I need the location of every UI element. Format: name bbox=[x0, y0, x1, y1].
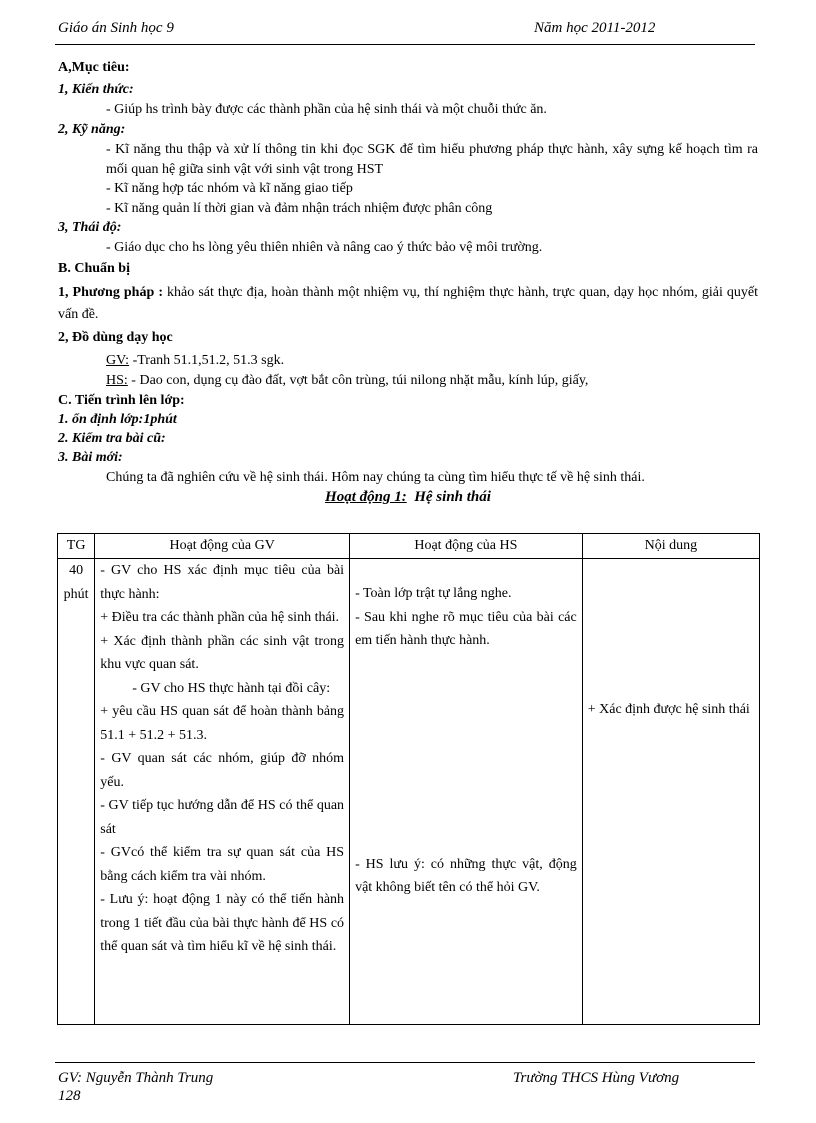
header-gv: Hoạt động của GV bbox=[95, 534, 350, 559]
activity-table bbox=[57, 533, 760, 1025]
gv-label: GV: bbox=[106, 353, 130, 368]
activity-name: Hệ sinh thái bbox=[414, 489, 491, 505]
gv-text: -Tranh 51.1,51.2, 51.3 sgk. bbox=[132, 353, 285, 368]
footer-teacher: GV: Nguyễn Thành Trung bbox=[58, 1070, 214, 1086]
skills-item-3: - Kĩ năng quản lí thời gian và đảm nhận trách nhiệm được phân công bbox=[106, 201, 493, 216]
section-b-title: B. Chuẩn bị bbox=[58, 261, 130, 276]
equipment-gv bbox=[58, 351, 758, 371]
gv-line: - GV cho HS thực hành tại đồi cây: bbox=[132, 680, 331, 696]
skills-title: 2, Kỹ năng: bbox=[58, 122, 126, 137]
gv-line: - GVcó thể kiểm tra sự quan sát của HS bằng cách kiểm tra vài nhóm. bbox=[100, 845, 345, 884]
attitude-item: - Giáo dục cho hs lòng yêu thiên nhiên và nâng cao ý thức bảo vệ môi trường. bbox=[106, 240, 543, 255]
equipment-title: 2, Đồ dùng dạy học bbox=[58, 330, 173, 345]
footer-rule bbox=[55, 1062, 755, 1063]
attitude-title: 3, Thái độ: bbox=[58, 220, 122, 235]
footer-school: Trường THCS Hùng Vương bbox=[513, 1070, 680, 1086]
gv-line: - GV quan sát các nhóm, giúp đỡ nhóm yếu. bbox=[100, 751, 345, 790]
header-school-year: Năm học 2011-2012 bbox=[534, 20, 656, 36]
header-rule bbox=[55, 44, 755, 45]
hs-line: - HS lưu ý: có những thực vật, động vật không biết tên có thể hỏi GV. bbox=[355, 856, 577, 895]
equipment-hs bbox=[58, 371, 758, 391]
gv-line: - GV cho HS xác định mục tiêu của bài thực hành: bbox=[100, 563, 345, 602]
gv-line: + Xác định thành phần các sinh vật trong khu vực quan sát. bbox=[100, 633, 345, 672]
header-nd: Nội dung bbox=[582, 534, 759, 559]
knowledge-item: - Giúp hs trình bày được các thành phần của hệ sinh thái và một chuỗi thức ăn. bbox=[106, 102, 547, 117]
nd-text: + Xác định được hệ sinh thái bbox=[587, 702, 750, 717]
tg-value: 40 bbox=[69, 563, 84, 578]
step-1: 1. ổn định lớp:1phút bbox=[58, 412, 177, 427]
activity-label: Hoạt động 1: bbox=[325, 489, 407, 505]
header-subject: Giáo án Sinh học 9 bbox=[58, 20, 174, 36]
cell-hs bbox=[350, 559, 583, 1025]
hs-line: - Toàn lớp trật tự lắng nghe. bbox=[355, 586, 512, 601]
method-text: khảo sát thực địa, hoàn thành một nhiệm vụ, thí nghiệm thực hành, trực quan, dạy học nhóm, giải quyết vấn đề. bbox=[58, 285, 758, 322]
hs-line: - Sau khi nghe rõ mục tiêu của bài các em tiến hành thực hành. bbox=[355, 609, 577, 648]
cell-nd bbox=[582, 559, 759, 1025]
cell-gv bbox=[95, 559, 350, 1025]
activity-heading bbox=[0, 489, 816, 506]
skills-item-2: - Kĩ năng hợp tác nhóm và kĩ năng giao tiếp bbox=[106, 181, 353, 196]
step-2: 2. Kiểm tra bài cũ: bbox=[58, 431, 166, 446]
tg-unit: phút bbox=[63, 586, 89, 602]
gv-line: + yêu cầu HS quan sát để hoàn thành bảng 51.1 + 51.2 + 51.3. bbox=[100, 704, 345, 743]
method-label: 1, Phương pháp : bbox=[58, 285, 163, 300]
method-paragraph bbox=[58, 282, 758, 326]
cell-tg bbox=[58, 559, 95, 1025]
intro-text: Chúng ta đã nghiên cứu về hệ sinh thái. Hôm nay chúng ta cùng tìm hiểu thực tế về hệ sinh thái. bbox=[106, 470, 645, 485]
page-number: 128 bbox=[58, 1088, 81, 1104]
hs-text: - Dao con, dụng cụ đào đất, vợt bắt côn trùng, túi nilong nhặt mẫu, kính lúp, giấy, bbox=[131, 373, 589, 388]
gv-line: - GV tiếp tục hướng dẫn để HS có thể quan sát bbox=[100, 798, 345, 837]
section-c-title: C. Tiến trình lên lớp: bbox=[58, 393, 185, 408]
header-hs: Hoạt động của HS bbox=[350, 534, 583, 559]
section-a-title: A,Mục tiêu: bbox=[58, 60, 130, 75]
step-3: 3. Bài mới: bbox=[58, 450, 123, 465]
header-tg: TG bbox=[58, 534, 95, 559]
table-row bbox=[58, 559, 760, 1025]
gv-line: - Lưu ý: hoạt động 1 này có thể tiến hành trong 1 tiết đầu của bài thực hành để HS có thể quan sát và tìm hiểu kĩ về hệ sinh thái. bbox=[100, 892, 345, 954]
table-header-row bbox=[58, 534, 760, 559]
gv-line: + Điều tra các thành phần của hệ sinh thái. bbox=[100, 610, 340, 625]
knowledge-title: 1, Kiến thức: bbox=[58, 82, 134, 97]
hs-label: HS: bbox=[106, 373, 128, 388]
skills-item-1: - Kĩ năng thu thập và xử lí thông tin khi đọc SGK để tìm hiểu phương pháp thực hành, xây sựng kế hoạch tìm ra mối quan hệ giữa sinh vật với sinh vật trong HST bbox=[106, 142, 758, 177]
